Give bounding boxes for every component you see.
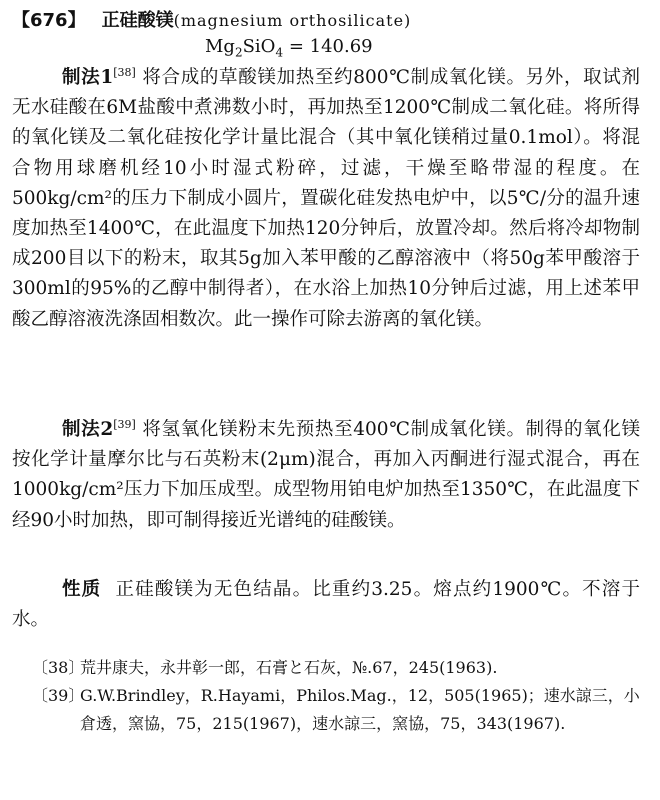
properties-text: 正硅酸镁为无色结晶。比重约3.25。熔点约1900℃。不溶于水。 [12, 579, 640, 631]
compound-name-english: (magnesium orthosilicate) [173, 11, 412, 30]
entry-number: 【676】 [12, 10, 86, 31]
method-1-text: 将合成的草酸镁加热至约800℃制成氧化镁。另外，取试剂无水硅酸在6M盐酸中煮沸数小时，再加热至1200℃制成二氧化硅。将所得的氧化镁及二氧化硅按化学计量比混合（其中氧化镁稍过量0.1mol）。将混合物用球磨机经10小时湿式粉碎，过滤，干燥至略带湿的程度。在500kg/cm²的压力下制成小圆片，置碳化硅发热电炉中，以5℃/分的温升速度加热至1400℃，在此温度下加热120分钟后，放置冷却。然后将冷却物制成200目以下的粉末，取其5g加入苯甲酸的乙醇溶液中（将50g苯甲酸溶于300ml的95%的乙醇中制得者），在水浴上加热10分钟后过滤，用上述苯甲酸乙醇溶液洗涤固相数次。此一操作可除去游离的氧化镁。 [12, 67, 640, 330]
formula-mg-subscript: 2 [234, 45, 243, 60]
method-2-label: 制法2 [62, 419, 114, 440]
method-1-label: 制法1 [62, 67, 114, 88]
formula-sio: SiO [242, 36, 276, 57]
formula-o-subscript: 4 [275, 45, 284, 60]
properties-label: 性质 [62, 579, 102, 600]
method-2-paragraph [12, 415, 640, 536]
molecular-weight: = 140.69 [283, 36, 373, 57]
references-list [32, 654, 642, 738]
reference-number: 〔39〕 [32, 686, 85, 705]
reference-number: 〔38〕 [32, 658, 85, 677]
chemical-formula [205, 36, 373, 60]
method-1-reference: [38] [113, 65, 136, 79]
method-2-reference: [39] [113, 417, 136, 431]
properties-paragraph [12, 575, 640, 635]
entry-heading [12, 6, 411, 32]
method-1-paragraph [12, 63, 640, 335]
reference-text: 荒井康夫，永井彰一郎，石膏と石灰，№.67，245(1963). [80, 658, 498, 677]
reference-text: G.W.Brindley，R.Hayami，Philos.Mag.，12，505(1965)；速水諒三，小倉透，窯協，75，215(1967)，速水諒三，窯協，75，343(1967). [80, 686, 640, 733]
reference-item [32, 682, 642, 738]
formula-mg: Mg [205, 36, 235, 57]
reference-item [32, 654, 642, 682]
method-2-text: 将氢氧化镁粉末先预热至400℃制成氧化镁。制得的氧化镁按化学计量摩尔比与石英粉末(2μm)混合，再加入丙酮进行湿式混合，再在1000kg/cm²压力下加压成型。成型物用铂电炉加热至1350℃，在此温度下经90小时加热，即可制得接近光谱纯的硅酸镁。 [12, 419, 640, 531]
compound-name-chinese: 正硅酸镁 [101, 10, 174, 31]
